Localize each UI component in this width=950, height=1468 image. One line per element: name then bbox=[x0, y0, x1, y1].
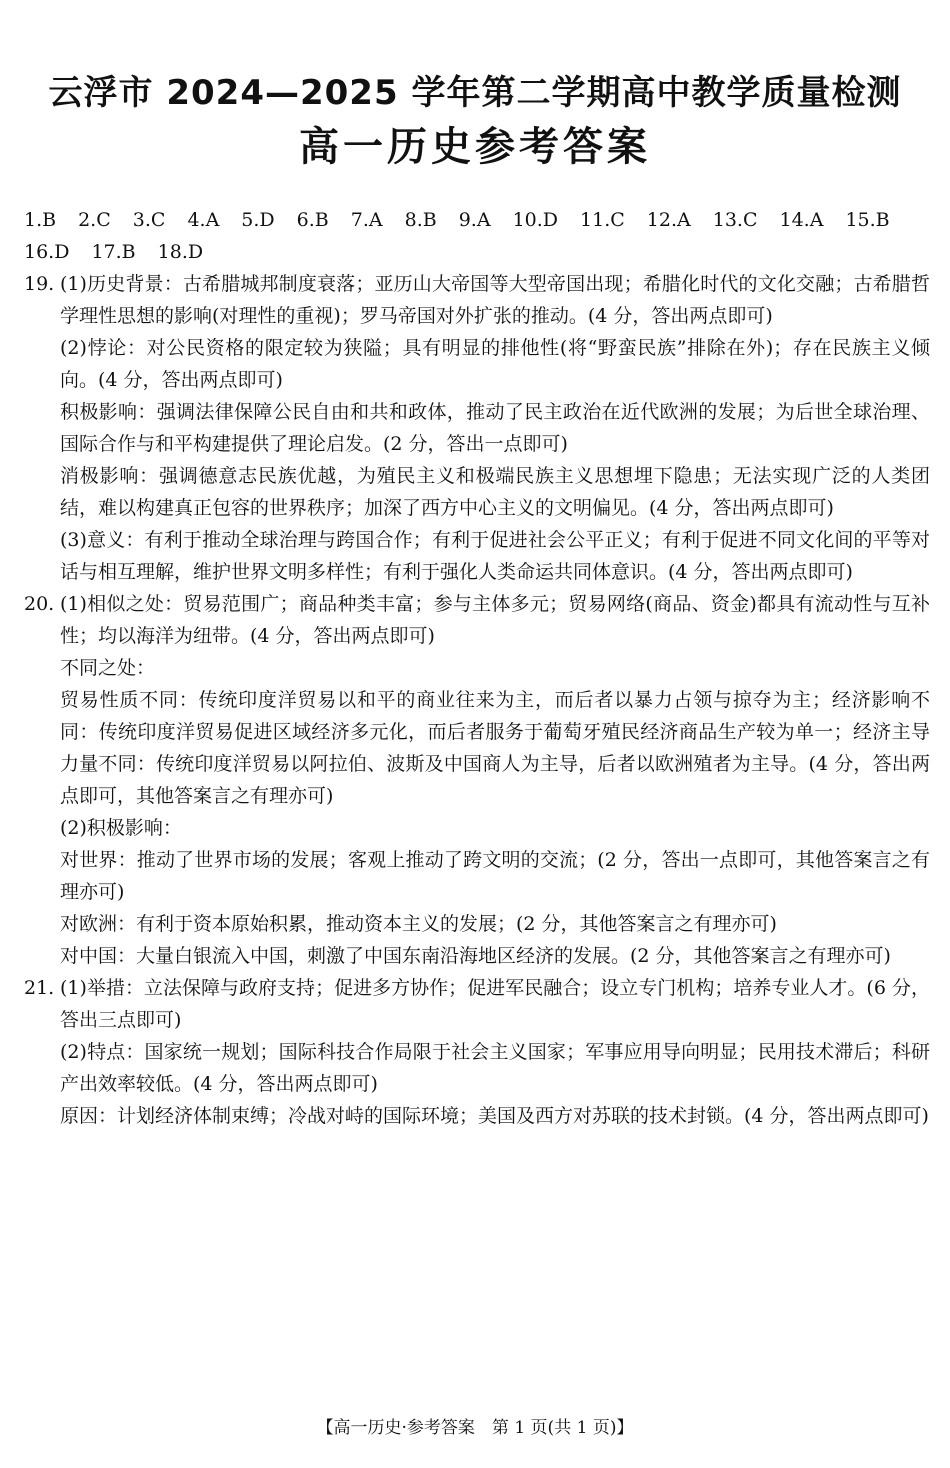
mc-answer: 10.D bbox=[512, 209, 559, 231]
q20-similarities: (1)相似之处：贸易范围广；商品种类丰富；参与主体多元；贸易网络(商品、资金)都具有流动性与互补性；均以海洋为纽带。(4 分，答出两点即可) bbox=[60, 593, 930, 647]
q21-measures: (1)举措：立法保障与政府支持；促进多方协作；促进军民融合；设立专门机构；培养专业人才。(6 分，答出三点即可) bbox=[60, 977, 930, 1031]
mc-answer: 3.C bbox=[132, 209, 166, 231]
multiple-choice-answers bbox=[24, 204, 930, 268]
mc-answer: 7.A bbox=[350, 209, 383, 231]
document-subtitle: 高一历史参考答案 bbox=[299, 124, 651, 170]
q21-reasons: 原因：计划经济体制束缚；冷战对峙的国际环境；美国及西方对苏联的技术封锁。(4 分，答出两点即可) bbox=[60, 1105, 929, 1127]
page-footer: 【高一历史·参考答案 第 1 页(共 1 页)】 bbox=[316, 1418, 634, 1438]
q19-positive-impact: 积极影响：强调法律保障公民自由和共和政体，推动了民主政治在近代欧洲的发展；为后世全球治理、国际合作与和平构建提供了理论启发。(2 分，答出一点即可) bbox=[60, 401, 930, 455]
mc-answer: 13.C bbox=[712, 209, 758, 231]
q20-differences: 贸易性质不同：传统印度洋贸易以和平的商业往来为主，而后者以暴力占领与掠夺为主；经济影响不同：传统印度洋贸易促进区域经济多元化，而后者服务于葡萄牙殖民经济商品生产较为单一；经济主导力量不同：传统印度洋贸易以阿拉伯、波斯及中国商人为主导，后者以欧洲殖者为主导。(4 分，答出两点即可，其他答案言之有理亦可) bbox=[60, 689, 930, 807]
q19-paradox: (2)悖论：对公民资格的限定较为狭隘；具有明显的排他性(将“野蛮民族”排除在外)；存在民族主义倾向。(4 分，答出两点即可) bbox=[60, 337, 930, 391]
mc-answer: 15.B bbox=[845, 209, 890, 231]
q20-positive-impact-heading: (2)积极影响： bbox=[60, 817, 182, 839]
question-number: 21. bbox=[24, 977, 55, 999]
question-19 bbox=[24, 268, 930, 588]
q19-significance: (3)意义：有利于推动全球治理与跨国合作；有利于促进社会公平正义；有利于促进不同文化间的平等对话与相互理解，维护世界文明多样性；有利于强化人类命运共同体意识。(4 分，答出两点即可) bbox=[60, 529, 930, 583]
q19-background: (1)历史背景：古希腊城邦制度衰落；亚历山大帝国等大型帝国出现；希腊化时代的文化交融；古希腊哲学理性思想的影响(对理性的重视)；罗马帝国对外扩张的推动。(4 分，答出两点即可) bbox=[60, 273, 930, 327]
mc-answer: 8.B bbox=[404, 209, 437, 231]
q20-impact-europe: 对欧洲：有利于资本原始积累，推动资本主义的发展；(2 分，其他答案言之有理亦可) bbox=[60, 913, 777, 935]
mc-answer: 16.D bbox=[24, 241, 70, 263]
exam-title: 云浮市 2024—2025 学年第二学期高中教学质量检测 bbox=[48, 73, 902, 113]
question-number: 19. bbox=[24, 273, 55, 295]
mc-answer: 5.D bbox=[241, 209, 275, 231]
question-21 bbox=[24, 972, 930, 1132]
question-20 bbox=[24, 588, 930, 972]
mc-answer: 4.A bbox=[187, 209, 220, 231]
mc-answer: 1.B bbox=[24, 209, 57, 231]
mc-answer: 14.A bbox=[779, 209, 824, 231]
q20-impact-world: 对世界：推动了世界市场的发展；客观上推动了跨文明的交流；(2 分，答出一点即可，其他答案言之有理亦可) bbox=[60, 849, 930, 903]
q20-impact-china: 对中国：大量白银流入中国，刺激了中国东南沿海地区经济的发展。(2 分，其他答案言之有理亦可) bbox=[60, 945, 891, 967]
q19-negative-impact: 消极影响：强调德意志民族优越，为殖民主义和极端民族主义思想埋下隐患；无法实现广泛的人类团结，难以构建真正包容的世界秩序；加深了西方中心主义的文明偏见。(4 分，答出两点即可) bbox=[60, 465, 930, 519]
mc-answer: 6.B bbox=[296, 209, 329, 231]
question-number: 20. bbox=[24, 593, 55, 615]
answer-content bbox=[24, 204, 930, 1132]
mc-answer: 18.D bbox=[157, 241, 204, 263]
q21-features: (2)特点：国家统一规划；国际科技合作局限于社会主义国家；军事应用导向明显；民用技术滞后；科研产出效率较低。(4 分，答出两点即可) bbox=[60, 1041, 930, 1095]
mc-answer: 11.C bbox=[580, 209, 625, 231]
mc-answer: 9.A bbox=[458, 209, 491, 231]
mc-answer: 12.A bbox=[646, 209, 691, 231]
q20-differences-heading: 不同之处： bbox=[60, 657, 156, 679]
mc-answer: 2.C bbox=[78, 209, 111, 231]
mc-answer: 17.B bbox=[91, 241, 136, 263]
